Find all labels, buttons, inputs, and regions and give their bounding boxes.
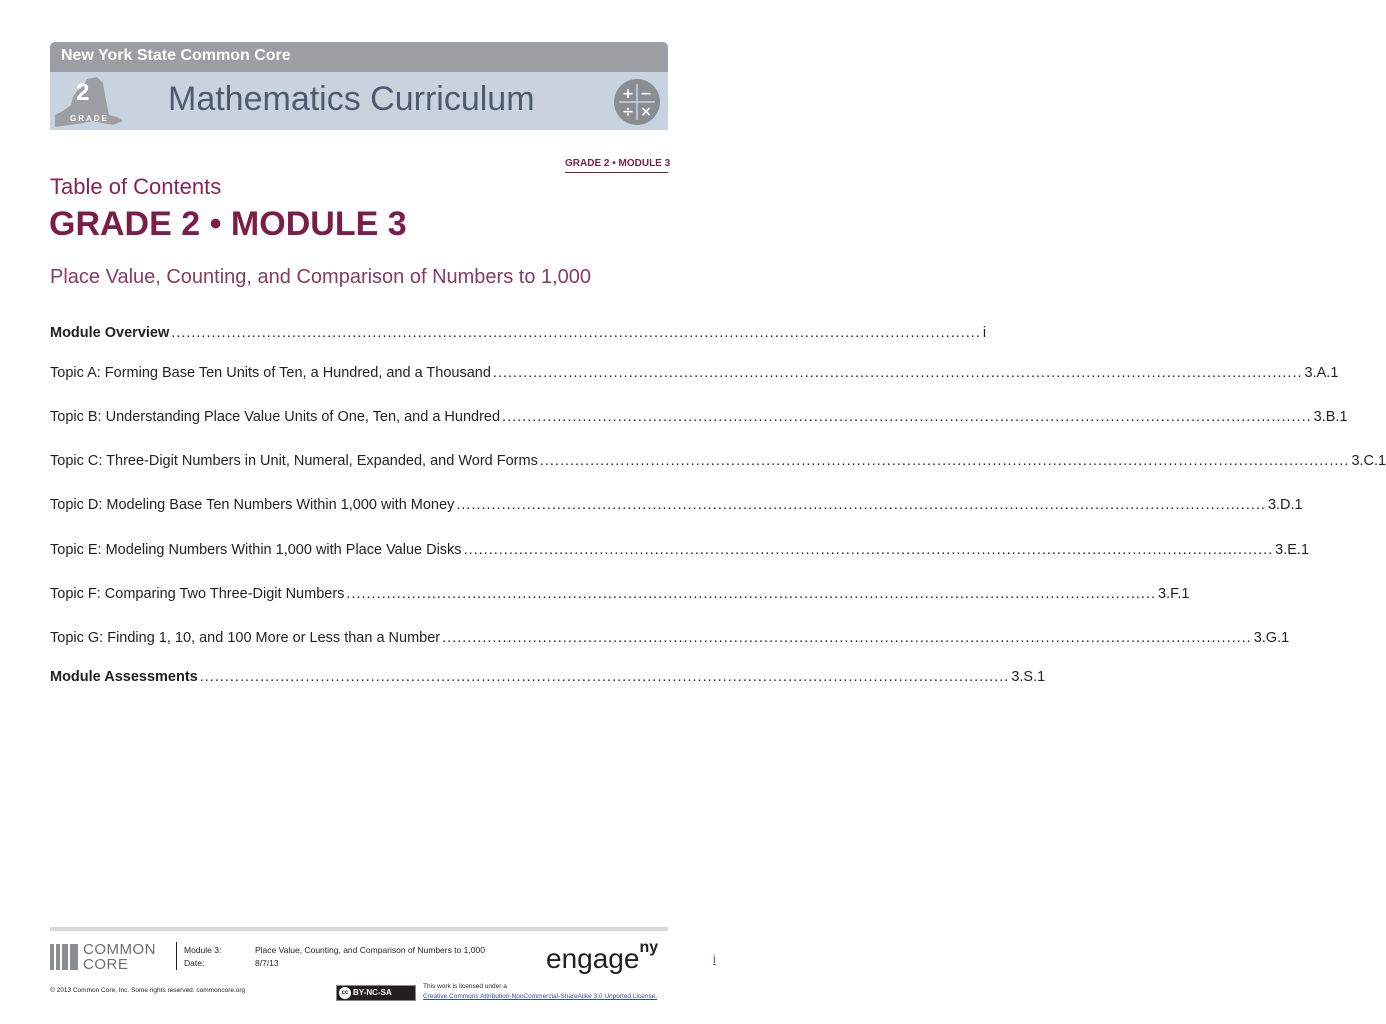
toc-heading: Table of Contents bbox=[50, 174, 222, 199]
toc-leader: ................................................................................................................................................................. bbox=[502, 409, 1312, 425]
module-label: Module 3: bbox=[184, 945, 222, 955]
logo-line1: COMMON bbox=[83, 941, 156, 958]
toc-leader: ................................................................................................................................................................. bbox=[539, 453, 1350, 469]
module-value: Place Value, Counting, and Comparison of Numbers to 1,000 bbox=[255, 945, 485, 955]
toc-entry-topic-a[interactable] bbox=[50, 365, 1339, 387]
toc-leader: ................................................................................................................................................................. bbox=[346, 586, 1157, 602]
copyright-notice: © 2013 Common Core, Inc. Some rights reserved. commoncore.org bbox=[50, 987, 246, 994]
curriculum-title: Mathematics Curriculum bbox=[168, 80, 535, 118]
toc-entry-page: 3.B.1 bbox=[1313, 409, 1348, 425]
toc-entry-page: 3.S.1 bbox=[1011, 669, 1046, 685]
curriculum-banner bbox=[50, 72, 668, 130]
toc-entry-label: Topic C: Three-Digit Numbers in Unit, Numeral, Expanded, and Word Forms bbox=[50, 453, 538, 469]
toc-entry-topic-f[interactable] bbox=[50, 586, 1190, 608]
toc-leader: ................................................................................................................................................................. bbox=[199, 669, 1010, 685]
module-subtitle: Place Value, Counting, and Comparison of Numbers to 1,000 bbox=[50, 266, 592, 288]
math-operations-icon bbox=[613, 78, 661, 126]
toc-leader: ................................................................................................................................................................. bbox=[463, 542, 1274, 558]
engage-sup: ny bbox=[639, 938, 659, 956]
toc-entry-label: Module Assessments bbox=[50, 669, 198, 685]
toc-entry-page: i bbox=[982, 325, 987, 341]
toc-leader: ................................................................................................................................................................. bbox=[442, 630, 1252, 646]
footer-divider-bar bbox=[50, 927, 668, 931]
banner-title: New York State Common Core bbox=[61, 47, 291, 64]
svg-text:÷: ÷ bbox=[622, 104, 634, 120]
toc-leader: ................................................................................................................................................................. bbox=[171, 325, 981, 341]
toc-entry-label: Topic G: Finding 1, 10, and 100 More or Less than a Number bbox=[50, 630, 441, 646]
svg-text:−: − bbox=[640, 86, 652, 102]
toc-entry-topic-d[interactable] bbox=[50, 497, 1303, 519]
toc-entry-page: 3.E.1 bbox=[1275, 542, 1310, 558]
footer-meta-labels bbox=[184, 944, 221, 970]
footer-vertical-divider bbox=[176, 942, 177, 970]
common-core-logo bbox=[50, 942, 180, 972]
header-banner-bar bbox=[50, 42, 668, 72]
license-badge[interactable] bbox=[336, 985, 416, 1001]
common-core-logo-icon bbox=[50, 944, 78, 970]
toc-entry-page: 3.G.1 bbox=[1253, 630, 1290, 646]
toc-entry-topic-b[interactable] bbox=[50, 409, 1348, 431]
toc-leader: ................................................................................................................................................................. bbox=[456, 497, 1266, 513]
module-tag-underline bbox=[565, 172, 668, 173]
toc-entry-label: Module Overview bbox=[50, 325, 170, 341]
toc-entry-label: Topic A: Forming Base Ten Units of Ten, a Hundred, and a Thousand bbox=[50, 365, 491, 381]
license-line1: This work is licensed under a bbox=[423, 983, 507, 990]
license-badge-text: BY-NC-SA bbox=[353, 988, 392, 997]
grade-number: 2 bbox=[76, 79, 90, 106]
toc-entry-label: Topic B: Understanding Place Value Units of One, Ten, and a Hundred bbox=[50, 409, 501, 425]
toc-entry-label: Topic D: Modeling Base Ten Numbers Within 1,000 with Money bbox=[50, 497, 455, 513]
toc-leader: ................................................................................................................................................................. bbox=[492, 365, 1303, 381]
page-number-link[interactable]: i bbox=[713, 952, 716, 966]
toc-entry-label: Topic E: Modeling Numbers Within 1,000 with Place Value Disks bbox=[50, 542, 462, 558]
toc-entry-label: Topic F: Comparing Two Three-Digit Numbers bbox=[50, 586, 345, 602]
toc-entry-module-overview[interactable] bbox=[50, 325, 987, 347]
license-text bbox=[423, 982, 657, 1002]
toc-entry-module-assessments[interactable] bbox=[50, 669, 1046, 691]
module-title: GRADE 2 • MODULE 3 bbox=[49, 205, 407, 243]
module-tag: GRADE 2 • MODULE 3 bbox=[565, 158, 671, 169]
footer-meta-values bbox=[255, 944, 485, 970]
svg-text:×: × bbox=[640, 104, 652, 120]
date-label: Date: bbox=[184, 958, 205, 968]
toc-entry-page: 3.D.1 bbox=[1267, 497, 1303, 513]
toc-entry-topic-g[interactable] bbox=[50, 630, 1290, 652]
toc-entry-page: 3.F.1 bbox=[1158, 586, 1190, 602]
toc-entry-topic-c[interactable] bbox=[50, 453, 1386, 475]
engageny-logo bbox=[546, 938, 659, 975]
creative-commons-icon: cc bbox=[339, 987, 351, 999]
toc-entry-topic-e[interactable] bbox=[50, 542, 1310, 564]
logo-line2: CORE bbox=[83, 956, 129, 973]
date-value: 8/7/13 bbox=[255, 958, 279, 968]
toc-entry-page: 3.C.1 bbox=[1351, 453, 1386, 469]
toc-entry-page: 3.A.1 bbox=[1304, 365, 1339, 381]
engage-word: engage bbox=[546, 943, 640, 974]
grade-word: GRADE bbox=[70, 114, 109, 123]
license-link[interactable]: Creative Commons Attribution-NonCommercial-ShareAlike 3.0 Unported License. bbox=[423, 993, 658, 1000]
svg-text:+: + bbox=[622, 86, 634, 102]
